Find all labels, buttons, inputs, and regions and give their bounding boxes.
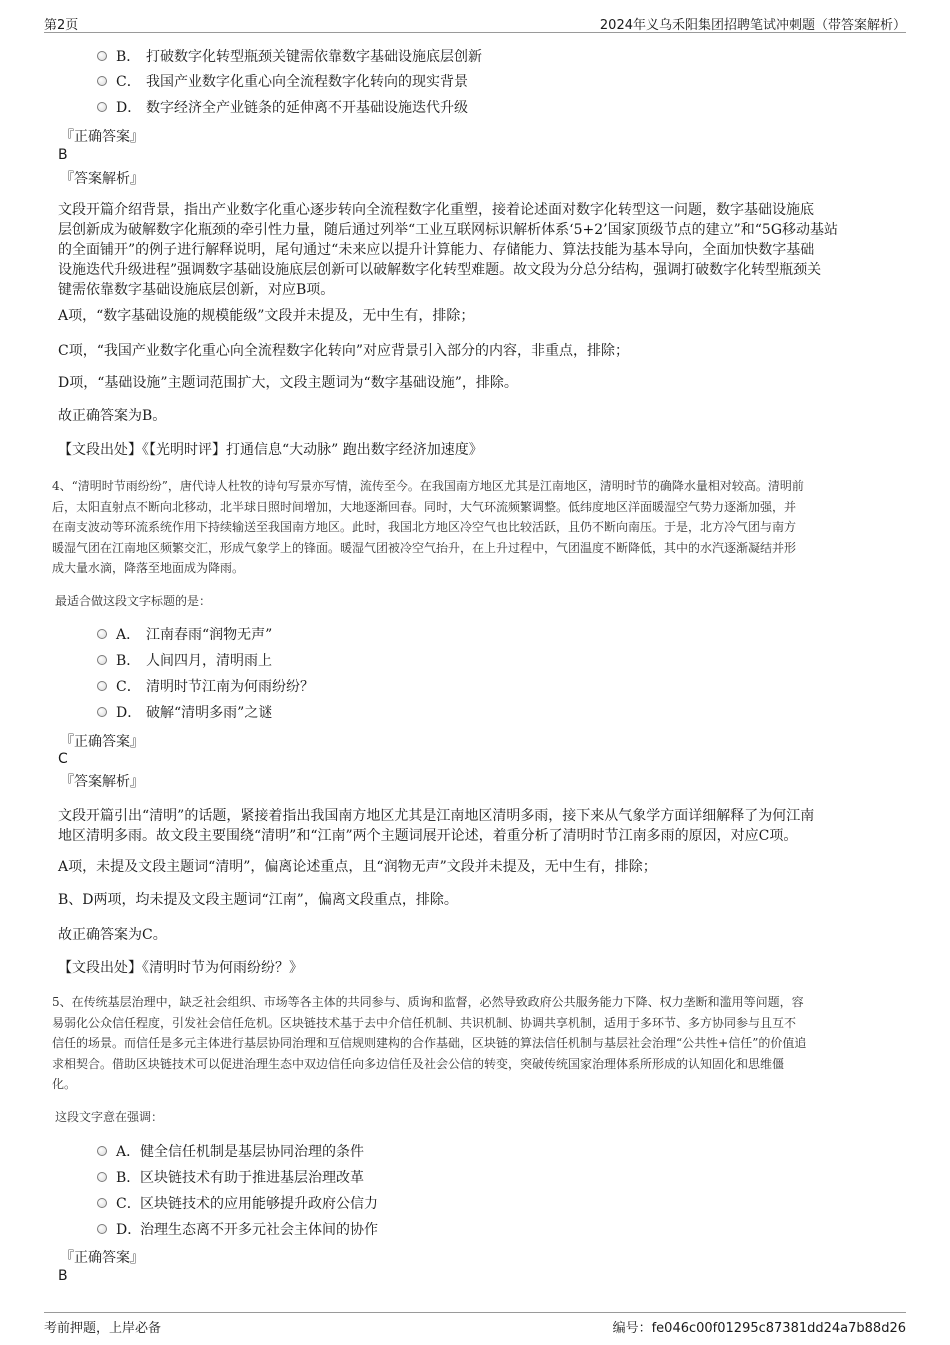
radio-icon[interactable] [97,51,107,61]
q4-note-bd: B、D两项，均未提及文段主题词“江南”，偏离文段重点，排除。 [58,892,458,908]
q4-note-a: A项，未提及文段主题词“清明”，偏离论述重点，且“润物无声”文段并未提及，无中生有，排除； [58,859,657,875]
q3-analysis-label: 『答案解析』 [60,171,144,187]
q3-answer: B [58,147,68,163]
q4-option-a[interactable]: A． 江南春雨“润物无声” [97,625,272,645]
q5-answer-label: 『正确答案』 [60,1250,144,1266]
q4-answer: C [58,751,68,767]
q4-analysis: 文段开篇引出“清明”的话题，紧接着指出我国南方地区尤其是江南地区清明多雨，接下来从气象学方面详细解释了为何江南 地区清明多雨。故文段主要围绕“清明”和“江南”两个主题词展开论述，着重分析了清明时节江南多雨的原因，对应C项。 [58,808,815,844]
q4-option-d[interactable]: D． 破解“清明多雨”之谜 [97,703,272,723]
radio-icon[interactable] [97,1224,107,1234]
q5-option-b[interactable]: B．区块链技术有助于推进基层治理改革 [97,1168,364,1188]
page-header [44,12,906,33]
radio-icon[interactable] [97,76,107,86]
q4-source: 【文段出处】《清明时节为何雨纷纷？》 [58,960,303,976]
q5-option-c[interactable]: C．区块链技术的应用能够提升政府公信力 [97,1194,378,1214]
page-footer [44,1312,906,1335]
q5-answer: B [58,1268,68,1284]
q5-option-a[interactable]: A．健全信任机制是基层协同治理的条件 [97,1142,364,1162]
radio-icon[interactable] [97,629,107,639]
radio-icon[interactable] [97,1198,107,1208]
footer-code: 编号：fe046c00f01295c87381dd24a7b88d26 [612,1321,906,1336]
radio-icon[interactable] [97,1172,107,1182]
q4-option-c[interactable]: C． 清明时节江南为何雨纷纷？ [97,677,314,697]
radio-icon[interactable] [97,707,107,717]
q5-option-d[interactable]: D．治理生态离不开多元社会主体间的协作 [97,1220,378,1240]
document-title: 2024年义乌禾阳集团招聘笔试冲刺题（带答案解析） [599,18,906,33]
footer-slogan: 考前押题，上岸必备 [44,1321,162,1336]
radio-icon[interactable] [97,655,107,665]
q3-option-c[interactable]: C． 我国产业数字化重心向全流程数字化转向的现实背景 [97,72,468,92]
radio-icon[interactable] [97,1146,107,1156]
q4-analysis-label: 『答案解析』 [60,774,144,790]
q3-source: 【文段出处】《【光明时评】打通信息“大动脉” 跑出数字经济加速度》 [58,442,483,458]
q3-analysis: 文段开篇介绍背景，指出产业数字化重心逐步转向全流程数字化重塑，接着论述面对数字化转型这一问题，数字基础设施底 层创新成为破解数字化瓶颈的牵引性力量，随后通过列举“工业互联网标识解析体系‘5+2’国家顶级节点的建立”和“5G移动基站 的全面铺开”的例子进行解释说明，尾句通过“未来应以提升计算能力、存储能力、算法技能为基本导向，全面加快数字基础 设施迭代升级进程”强调数字基础设施底层创新可以破解数字化转型难题。故文段为分总分结构，强调打破数字化转型瓶颈关 键需依靠数字基础设施底层创新，对应B项。 [58,202,839,298]
q5-prompt: 这段文字意在强调： [55,1110,164,1124]
q3-option-d[interactable]: D． 数字经济全产业链条的延伸离不开基础设施迭代升级 [97,98,468,118]
radio-icon[interactable] [97,102,107,112]
q3-note-a: A项，“数字基础设施的规模能级”文段并未提及，无中生有，排除； [58,308,475,324]
page-number: 第2页 [44,18,79,33]
q4-option-b[interactable]: B． 人间四月，清明雨上 [97,651,272,671]
q5-stem: 5、在传统基层治理中，缺乏社会组织、市场等各主体的共同参与、质询和监督，必然导致政府公共服务能力下降、权力垄断和滥用等问题，容 易弱化公众信任程度，引发社会信任危机。区块链技术基于去中介信任机制、共识机制、协调共享机制，适用于多环节、多方协同参与且互不 信任的场景。而信任是多元主体进行基层协同治理和互信规则建构的合作基础，区块链的算法信任机制与基层社会治理“公共性+信任”的价值追 求相契合。借助区块链技术可以促进治理生态中双边信任向多边信任及社会公信的转变，突破传统国家治理体系所形成的认知固化和思维僵 化。 [52,995,807,1091]
q3-note-d: D项，“基础设施”主题词范围扩大，文段主题词为“数字基础设施”，排除。 [58,375,518,391]
q3-note-c: C项，“我国产业数字化重心向全流程数字化转向”对应背景引入部分的内容，非重点，排除； [58,343,630,359]
radio-icon[interactable] [97,681,107,691]
q3-answer-label: 『正确答案』 [60,129,144,145]
q4-conclusion: 故正确答案为C。 [58,927,167,943]
q3-option-b[interactable]: B． 打破数字化转型瓶颈关键需依靠数字基础设施底层创新 [97,47,482,67]
q4-stem: 4、“清明时节雨纷纷”，唐代诗人杜牧的诗句写景亦写情，流传至今。在我国南方地区尤其是江南地区，清明时节的确降水量相对较高。清明前 后，太阳直射点不断向北移动，北半球日照时间增加，大地逐渐回春。同时，大气环流频繁调整。低纬度地区洋面暖湿空气势力逐渐加强，并 在南支波动等环流系统作用下持续输送至我国南方地区。此时，我国北方地区冷空气也比较活跃，且仍不断向南压。于是，北方冷气团与南方 暖湿气团在江南地区频繁交汇，形成气象学上的锋面。暖湿气团被冷空气抬升，在上升过程中，气团温度不断降低，其中的水汽逐渐凝结并形 成大量水滴，降落至地面成为降雨。 [52,479,804,575]
q4-answer-label: 『正确答案』 [60,734,144,750]
q4-prompt: 最适合做这段文字标题的是： [55,594,212,608]
q3-conclusion: 故正确答案为B。 [58,408,167,424]
